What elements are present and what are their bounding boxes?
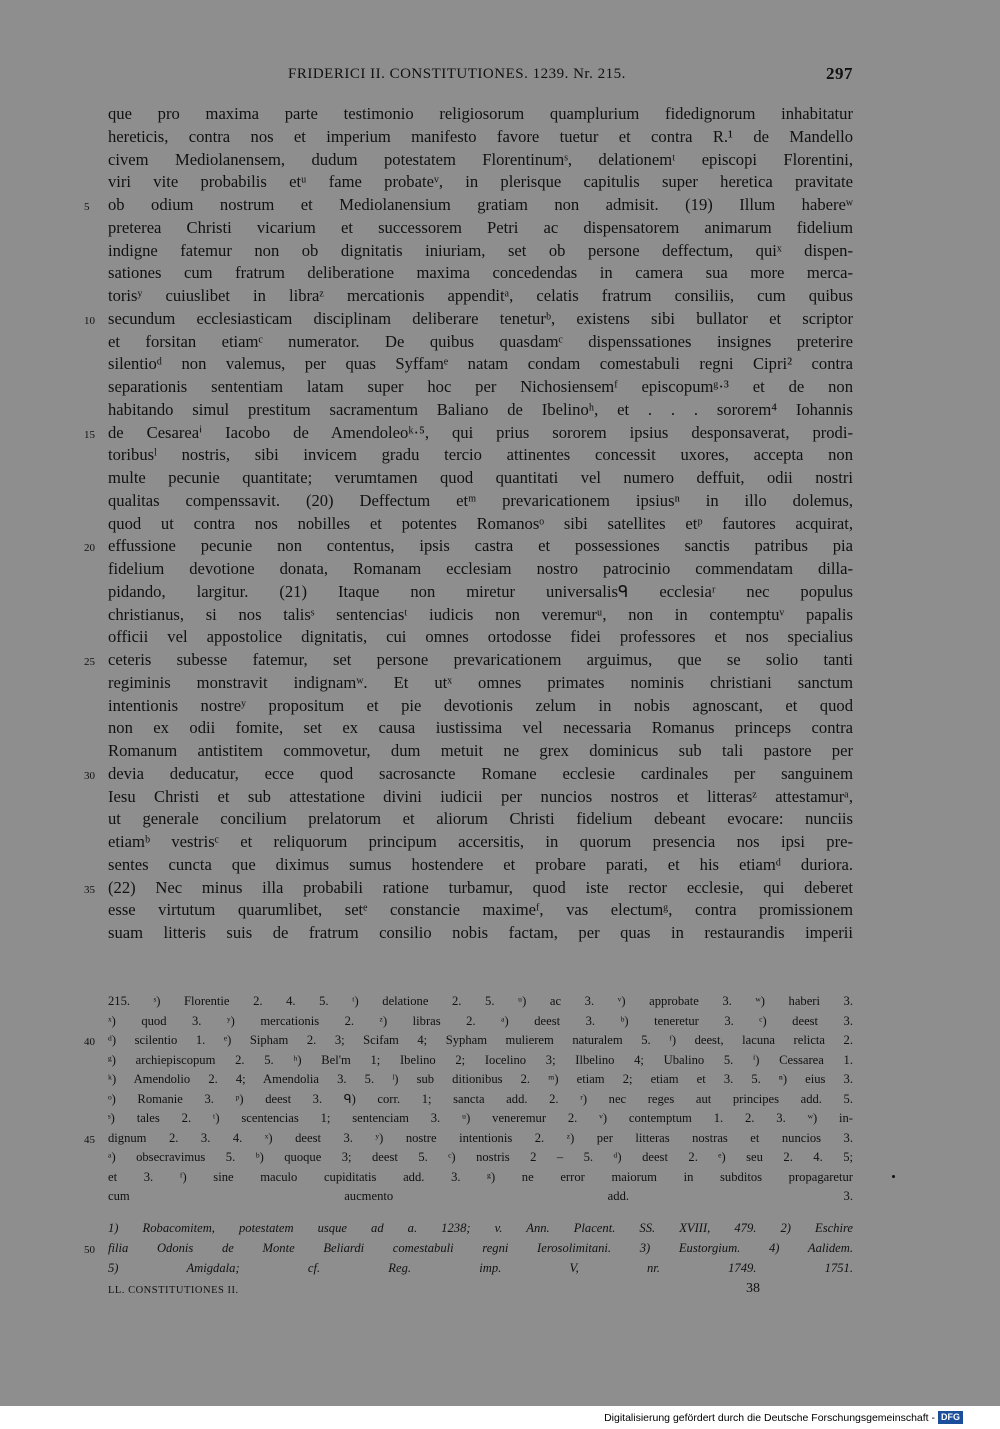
apparatus-line-text: dignum 2. 3. 4. ˣ) deest 3. ʸ) nostre intentionis 2. ᶻ) per litteras nostras et nuncios 3. <box>108 1130 853 1145</box>
body-line <box>108 854 853 877</box>
apparatus-line <box>84 1031 853 1051</box>
apparatus-line <box>108 1109 853 1129</box>
body-line <box>108 262 853 285</box>
body-line <box>108 217 853 240</box>
body-line <box>108 604 853 627</box>
footnote-line <box>108 1218 853 1238</box>
body-line <box>84 308 853 331</box>
body-line <box>108 786 853 809</box>
line-number: 25 <box>84 656 95 668</box>
body-line-text: suam litteris suis de fratrum consilio nobis factam, per quas in restaurandis imperii <box>108 923 853 942</box>
body-line <box>108 399 853 422</box>
apparatus-line <box>108 1070 853 1090</box>
body-line-text: (22) Nec minus illa probabili ratione turbamur, quod iste rector ecclesie, qui deberet <box>108 877 853 897</box>
apparatus-line <box>108 1051 853 1071</box>
body-line <box>108 103 853 126</box>
body-line-text: fidelium devotione donata, Romanam ecclesiam nostro patrocinio commendatam dilla- <box>108 559 853 578</box>
body-line-text: regiminis monstravit indignamʷ. Et utˣ omnes primates nominis christiani sanctum <box>108 672 853 692</box>
body-line <box>108 240 853 263</box>
body-line-text: Romanum antistitem commovetur, dum metuit ne grex dominicus sub tali pastore per <box>108 741 853 760</box>
body-line-text: sationes cum fratrum deliberatione maxima concedendas in camera sua more merca- <box>108 263 853 283</box>
body-line-text: ob odium nostrum et Mediolanensium gratiam non admisit. (19) Illum habereʷ <box>108 195 853 214</box>
apparatus-line-text: ˢ) tales 2. ᵗ) scentencias 1; sentenciam 3. ᵘ) veneremur 2. ᵛ) contemptum 1. 2. 3. ʷ) in- <box>108 1111 853 1125</box>
body-line-text: torisʸ cuiuslibet in libraᶻ mercationis appenditᵃ, celatis fratrum consiliis, cum quibus <box>108 286 853 305</box>
body-line-text: viri vite probabilis etᵘ fame probateᵛ, in plerisque capitulis super heretica pravitate <box>108 172 853 192</box>
apparatus-line-text: ᵏ) Amendolio 2. 4; Amendolia 3. 5. ˡ) sub ditionibus 2. ᵐ) etiam 2; etiam et 3. 5. ⁿ) eius 3. <box>108 1072 853 1086</box>
apparatus-line-text: ᵃ) obsecravimus 5. ᵇ) quoque 3; deest 5. ᶜ) nostris 2 – 5. ᵈ) deest 2. ᵉ) seu 2. 4. 5; <box>108 1150 853 1164</box>
body-line-text: secundum ecclesiasticam disciplinam deliberare teneturᵇ, existens sibi bullator et scriptor <box>108 308 853 328</box>
body-line <box>108 740 853 763</box>
body-line-text: ceteris subesse fatemur, set persone prevaricationem arguimus, que se solio tanti <box>108 650 853 669</box>
apparatus-line-text: ᵈ) scilentio 1. ᵉ) Sipham 2. 3; Scifam 4; Sypham mulierem naturalem 5. ᶠ) deest, lacuna relicta 2. <box>108 1033 853 1047</box>
line-number: 15 <box>84 428 95 441</box>
body-line <box>108 717 853 740</box>
main-text <box>84 103 853 945</box>
body-line-text: toribusˡ nostris, sibi invicem gradu tercio attinentes concessit uxores, accepta non <box>108 445 853 465</box>
historical-footnotes <box>84 1218 853 1278</box>
footnote-line-text: filia Odonis de Monte Beliardi comestabuli regni Ierosolimitani. 3) Eustorgium. 4) Aalidem. <box>108 1241 853 1255</box>
body-line <box>84 877 853 900</box>
body-line <box>108 558 853 581</box>
footnote-line <box>108 1258 853 1278</box>
body-line-text: pidando, largitur. (21) Itaque non miretur universalisᑫ ecclesiaʳ nec populus <box>108 581 853 601</box>
body-line <box>108 831 853 854</box>
body-line-text: preterea Christi vicarium et successorem Petri ac dispensatorem animarum fidelium <box>108 217 853 237</box>
critical-apparatus <box>84 992 853 1207</box>
credit-text: Digitalisierung gefördert durch die Deutsche Forschungsgemeinschaft - <box>604 1411 935 1424</box>
body-line-text: multe pecunie quantitate; verumtamen quod quantitati vel numero deffuit, odii nostri <box>108 468 853 487</box>
line-number: 40 <box>84 1036 95 1048</box>
body-line-text: silentioᵈ non valemus, per quas Syffamᵉ natam condam comestabuli regni Cipri² contra <box>108 354 853 374</box>
apparatus-line <box>84 1129 853 1149</box>
line-number: 10 <box>84 314 95 327</box>
body-line <box>108 467 853 490</box>
body-line <box>84 194 853 217</box>
apparatus-line <box>108 992 853 1012</box>
sheet-signature: LL. CONSTITUTIONES II. <box>108 1285 239 1296</box>
line-number: 35 <box>84 883 95 896</box>
dfg-credit <box>604 1411 963 1424</box>
body-line-text: officii vel appostolice dignitatis, cui omnes ortodosse fidei professores et nos specialius <box>108 627 853 647</box>
line-number: 50 <box>84 1244 95 1256</box>
apparatus-line-text: et 3. ᶠ) sine maculo cupiditatis add. 3. ᵍ) ne error maiorum in subditos propagaretur <box>108 1169 853 1184</box>
body-line <box>108 672 853 695</box>
body-line-text: devia deducatur, ecce quod sacrosancte Romane ecclesie cardinales per sanguinem <box>108 763 853 783</box>
body-line <box>108 513 853 536</box>
line-number: 45 <box>84 1133 95 1146</box>
page-number: 297 <box>826 64 853 83</box>
body-line-text: que pro maxima parte testimonio religiosorum quamplurium fidedignorum inhabitatur <box>108 104 853 123</box>
body-line-text: sentes cuncta que diximus sumus hostendere et probare parati, et his etiamᵈ duriora. <box>108 854 853 874</box>
line-number: 30 <box>84 769 95 782</box>
line-number: 20 <box>84 542 95 555</box>
apparatus-line-text: cum aucmento add. 3. <box>108 1189 853 1203</box>
body-line <box>108 695 853 718</box>
apparatus-line-text: 215. ˢ) Florentie 2. 4. 5. ᵗ) delatione 2. 5. ᵘ) ac 3. ᵛ) approbate 3. ʷ) haberi 3. <box>108 994 853 1008</box>
body-line-text: intentionis nostreʸ propositum et pie devotionis zelum in nobis agnoscant, et quod <box>108 695 853 715</box>
sheet-number: 38 <box>746 1281 760 1296</box>
body-line <box>108 899 853 922</box>
body-line-text: ut generale concilium prelatorum et aliorum Christi fidelium debeant evocare: nunciis <box>108 809 853 829</box>
body-line <box>108 581 853 604</box>
footnote-line-text: 1) Robacomitem, potestatem usque ad a. 1238; v. Ann. Placent. SS. XVIII, 479. 2) Eschire <box>108 1221 853 1235</box>
body-line-text: effussione pecunie non contentus, ipsis castra et possessiones sanctis patribus pia <box>108 536 853 556</box>
body-line <box>108 149 853 172</box>
line-number: 5 <box>84 201 90 213</box>
credit-bar <box>0 1406 1000 1429</box>
body-line-text: civem Mediolanensem, dudum potestatem Florentinumˢ, delationemᵗ episcopi Florentini, <box>108 149 853 169</box>
body-line-text: christianus, si nos talisˢ sentenciasᵗ iudicis non veremurᵘ, non in contemptuᵛ papalis <box>108 604 853 624</box>
body-line <box>108 626 853 649</box>
body-line-text: non ex odii fomite, set ex causa iustissima vel necessaria Romanus princeps contra <box>108 718 853 738</box>
body-line <box>108 126 853 149</box>
body-line <box>84 535 853 558</box>
body-line-text: hereticis, contra nos et imperium manifesto favore tuetur et contra R.¹ de Mandello <box>108 126 853 146</box>
body-line-text: Iesu Christi et sub attestatione divini iudicii per nuncios nostros et litterasᶻ attestamurᵃ, <box>108 786 853 806</box>
scan-speck <box>892 1175 895 1178</box>
running-header <box>108 64 853 88</box>
dfg-logo-icon: DFG <box>938 1411 963 1424</box>
footnote-line-text: 5) Amigdala; cf. Reg. imp. V, nr. 1749. 1751. <box>108 1261 853 1275</box>
apparatus-line <box>108 1090 853 1110</box>
body-line <box>84 649 853 672</box>
body-line-text: etiamᵇ vestrisᶜ et reliquorum principum accersitis, in quorum presencia nos ipsi pre- <box>108 832 853 851</box>
body-line <box>84 763 853 786</box>
body-line-text: de Cesareaⁱ Iacobo de Amendoleoᵏ·⁵, qui prius sororem ipsius desponsaverat, prodi- <box>108 422 853 442</box>
body-line <box>108 808 853 831</box>
body-line <box>108 922 853 945</box>
body-line <box>108 376 853 399</box>
apparatus-line <box>108 1168 853 1188</box>
apparatus-line <box>108 1148 853 1168</box>
body-line-text: indigne fatemur non ob dignitatis iniuriam, set ob persone deffectum, quiˣ dispen- <box>108 240 853 260</box>
running-title: FRIDERICI II. CONSTITUTIONES. 1239. Nr. 215. <box>288 66 626 82</box>
body-line-text: qualitas compenssavit. (20) Deffectum etᵐ prevaricationem ipsiusⁿ in illo dolemus, <box>108 490 853 510</box>
body-line <box>108 444 853 467</box>
body-line <box>108 490 853 513</box>
body-line <box>108 285 853 308</box>
footnote-line <box>84 1238 853 1258</box>
body-line <box>108 171 853 194</box>
apparatus-line-text: ᵍ) archiepiscopum 2. 5. ʰ) Bel'm 1; Ibelino 2; Iocelino 3; Ilbelino 4; Ubalino 5. ⁱ) Cessarea 1. <box>108 1052 853 1067</box>
body-line-text: separationis sententiam latam super hoc per Nichosiensemᶠ episcopumᵍ·³ et de non <box>108 377 853 396</box>
body-line-text: habitando simul prestitum sacramentum Baliano de Ibelinoʰ, et . . . sororem⁴ Iohannis <box>108 399 853 419</box>
body-line-text: quod ut contra nos nobilles et potentes Romanosᵒ sibi satellites etᵖ fautores acquirat, <box>108 513 853 533</box>
body-line <box>108 331 853 354</box>
body-line <box>108 353 853 376</box>
apparatus-line <box>108 1187 853 1207</box>
body-line-text: esse virtutum quarumlibet, setᵉ constancie maximeᶠ, vas electumᵍ, contra promissionem <box>108 900 853 920</box>
body-line-text: et forsitan etiamᶜ numerator. De quibus quasdamᶜ dispenssationes insignes preterire <box>108 331 853 351</box>
apparatus-line-text: ˣ) quod 3. ʸ) mercationis 2. ᶻ) libras 2. ᵃ) deest 3. ᵇ) teneretur 3. ᶜ) deest 3. <box>108 1013 853 1028</box>
apparatus-line <box>108 1012 853 1032</box>
body-line <box>84 422 853 445</box>
apparatus-line-text: ᵒ) Romanie 3. ᵖ) deest 3. ᑫ) corr. 1; sancta add. 2. ʳ) nec reges aut principes add. 5. <box>108 1091 853 1106</box>
